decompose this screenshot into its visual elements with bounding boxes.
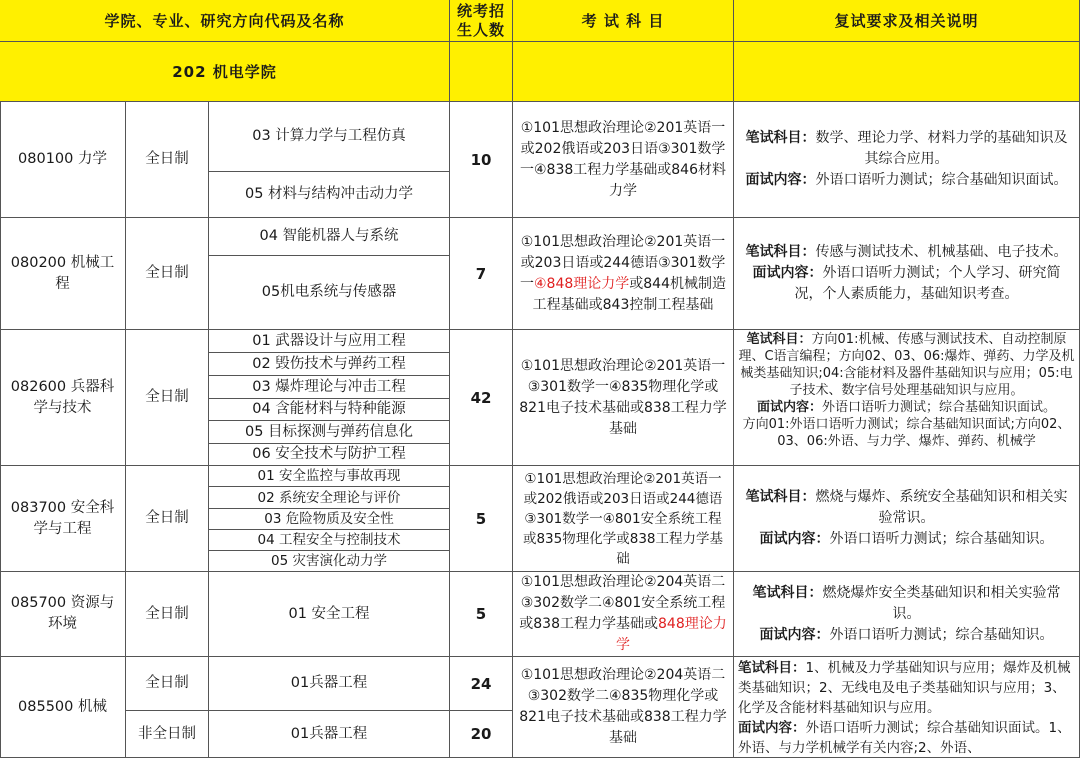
direction-text: 03 爆炸理论与冲击工程: [252, 378, 406, 395]
research-direction: [209, 509, 450, 530]
direction-text: 03 计算力学与工程仿真: [252, 128, 406, 144]
table-row-major: [0, 102, 126, 218]
exam-text: ①101思想政治理论②201英语一或202俄语或203日语③301数学一④838工程力学基础或846材料力学: [520, 119, 726, 199]
written-label: 笔试科目：: [752, 584, 823, 601]
interview-line: [740, 170, 1073, 191]
enroll-count: [450, 572, 513, 657]
research-direction: [209, 399, 450, 421]
exam-text: [519, 232, 727, 316]
exam-text-highlight: ④848理论力学: [533, 275, 630, 292]
table-row-major: [0, 572, 126, 657]
written-label: 笔试科目：: [746, 332, 812, 347]
header-enroll: [450, 0, 513, 42]
study-mode: [126, 330, 209, 466]
direction-text: 03 危险物质及安全性: [264, 511, 394, 527]
exam-subjects: [513, 466, 734, 572]
college-title: 202 机电学院: [172, 63, 277, 81]
direction-text: 05 材料与结构冲击动力学: [244, 186, 414, 202]
enroll-count-text: 7: [475, 264, 487, 283]
study-mode: [126, 466, 209, 572]
direction-text: 05机电系统与传感器: [261, 284, 397, 300]
research-direction: [209, 256, 450, 330]
interview-line: [740, 625, 1073, 646]
study-mode: [126, 218, 209, 330]
interview-label: 面试内容：: [752, 265, 823, 281]
major-name: 082600 兵器科学与技术: [10, 378, 115, 416]
interview-label: 面试内容：: [759, 531, 830, 547]
written-text: 燃烧爆炸安全类基础知识和相关实验常识。: [822, 584, 1061, 622]
written-label: 笔试科目：: [738, 660, 806, 676]
research-direction: [209, 487, 450, 509]
enroll-count: [450, 657, 513, 711]
interview-extra: [738, 416, 1075, 450]
enroll-count: [450, 711, 513, 758]
written-label: 笔试科目：: [745, 489, 816, 505]
header-enroll-text: 统考招生人数: [456, 1, 505, 39]
study-mode: [126, 657, 209, 711]
direction-text: 01兵器工程: [290, 675, 368, 691]
enroll-count-text: 10: [470, 150, 492, 169]
enroll-count: [450, 330, 513, 466]
interview-text: 外语口语听力测试；个人学习、研究简况，个人素质能力，基础知识考查。: [794, 265, 1061, 302]
interview-line: [740, 263, 1073, 305]
written-line: [738, 331, 1075, 399]
study-mode: [126, 711, 209, 758]
research-direction: [209, 466, 450, 487]
header-exam-text: 考 试 科 目: [581, 12, 665, 30]
research-direction: [209, 330, 450, 353]
written-line: [740, 242, 1073, 263]
college-enroll-cell: [450, 42, 513, 102]
exam-text: ①101思想政治理论②204英语二③302数学二④835物理化学或821电子技术基础或838工程力学基础: [519, 667, 727, 746]
interview-text: 外语口语听力测试；综合基础知识。: [829, 626, 1054, 643]
exam-subjects: [513, 102, 734, 218]
research-direction: [209, 572, 450, 657]
enroll-count-text: 20: [470, 725, 492, 743]
written-text: 传感与测试技术、机械基础、电子技术。: [815, 244, 1068, 260]
retest-requirements: [734, 218, 1080, 330]
major-name: 080100 力学: [18, 151, 107, 167]
enroll-count: [450, 102, 513, 218]
research-direction: [209, 711, 450, 758]
research-direction: [209, 218, 450, 256]
study-mode-text: 全日制: [145, 151, 189, 167]
enroll-count-text: 24: [470, 674, 492, 693]
written-line: [740, 487, 1073, 529]
research-direction: [209, 353, 450, 376]
header-program: [0, 0, 450, 42]
exam-text-a: ①101思想政治理论②201英语一或203日语或244德语③301数学一: [519, 233, 726, 292]
exam-subjects: [513, 218, 734, 330]
interview-text: 外语口语听力测试；综合基础知识面试。1、外语、与力学机械学有关内容;2、外语、: [738, 720, 1071, 756]
retest-requirements: [734, 466, 1080, 572]
table-row-major: [0, 657, 126, 758]
retest-requirements: [734, 330, 1080, 466]
interview-line: [738, 718, 1075, 758]
written-text: 数学、理论力学、材料力学的基础知识及其综合应用。: [815, 130, 1068, 167]
research-direction: [209, 657, 450, 711]
study-mode-text: 全日制: [145, 675, 189, 691]
study-mode-text: 非全日制: [138, 725, 196, 742]
study-mode: [126, 102, 209, 218]
exam-subjects: [513, 657, 734, 758]
interview-line: [738, 399, 1075, 416]
direction-text: 01 武器设计与应用工程: [252, 332, 406, 349]
table-row-major: [0, 218, 126, 330]
table-row-major: [0, 466, 126, 572]
college-req-cell: [734, 42, 1080, 102]
study-mode-text: 全日制: [145, 265, 189, 281]
interview-extra-text: 方向01:外语口语听力测试；综合基础知识面试;方向02、03、06:外语、与力学、爆炸、弹药、机械学: [742, 417, 1071, 449]
written-text: 方向01:机械、传感与测试技术、自动控制原理、C语言编程；方向02、03、06:爆炸、弹药、力学及机械类基础知识;04:含能材料及器件基础知识与应用；05:电子技术、数字信号处理基础知识与应用。: [738, 332, 1075, 398]
direction-text: 05 目标探测与弹药信息化: [244, 423, 414, 440]
college-exam-cell: [513, 42, 734, 102]
interview-text: 外语口语听力测试；综合基础知识面试。: [815, 172, 1068, 188]
enroll-count: [450, 218, 513, 330]
retest-requirements: [734, 657, 1080, 758]
research-direction: [209, 444, 450, 466]
direction-text: 01 安全工程: [288, 605, 370, 622]
table-row-major: [0, 330, 126, 466]
written-line: [738, 658, 1075, 718]
enroll-count-text: 5: [475, 605, 487, 623]
study-mode: [126, 572, 209, 657]
exam-text: ①101思想政治理论②201英语一或202俄语或203日语或244德语③301数学一④801安全系统工程或835物理化学或838工程力学基础: [522, 470, 724, 567]
written-text: 燃烧与爆炸、系统安全基础知识和相关实验常识。: [815, 489, 1068, 526]
interview-label: 面试内容：: [756, 400, 822, 415]
college-title-cell: [0, 42, 450, 102]
exam-text: ①101思想政治理论②201英语一③301数学一④835物理化学或821电子技术基础或838工程力学基础: [519, 357, 727, 437]
research-direction: [209, 376, 450, 399]
direction-text: 04 工程安全与控制技术: [257, 532, 401, 548]
exam-text-b: 或844机械制造工程基础或843控制工程基础: [532, 275, 726, 313]
exam-text: [519, 572, 727, 656]
retest-requirements: [734, 102, 1080, 218]
research-direction: [209, 172, 450, 218]
header-exam: [513, 0, 734, 42]
written-line: [740, 128, 1073, 170]
retest-requirements: [734, 572, 1080, 657]
interview-text: 外语口语听力测试；综合基础知识。: [829, 531, 1054, 547]
interview-label: 面试内容：: [738, 720, 806, 736]
header-req-text: 复试要求及相关说明: [834, 12, 979, 30]
exam-text-highlight: 848理论力学: [616, 616, 727, 653]
written-text: 1、机械及力学基础知识与应用；爆炸及机械类基础知识；2、无线电及电子类基础知识与应用；3、化学及含能材料基础知识与应用。: [738, 660, 1071, 716]
major-name: 083700 安全科学与工程: [10, 499, 115, 537]
direction-text: 04 智能机器人与系统: [259, 228, 399, 244]
direction-text: 06 安全技术与防护工程: [252, 446, 406, 462]
direction-text: 01 安全监控与事故再现: [257, 468, 401, 484]
header-req: [734, 0, 1080, 42]
exam-text-a: ①101思想政治理论②204英语二③302数学二④801安全系统工程或838工程力学基础或: [519, 574, 726, 632]
major-name: 085700 资源与环境: [10, 595, 115, 632]
enroll-count-text: 5: [475, 509, 487, 528]
written-label: 笔试科目：: [745, 244, 816, 260]
interview-line: [740, 529, 1073, 550]
research-direction: [209, 421, 450, 444]
research-direction: [209, 530, 450, 551]
header-program-text: 学院、专业、研究方向代码及名称: [104, 12, 345, 30]
written-line: [740, 583, 1073, 625]
major-name: 085500 机械: [18, 698, 107, 715]
direction-text: 04 含能材料与特种能源: [252, 401, 406, 417]
study-mode-text: 全日制: [145, 510, 189, 526]
research-direction: [209, 551, 450, 572]
exam-subjects: [513, 572, 734, 657]
enroll-count: [450, 466, 513, 572]
direction-text: 02 系统安全理论与评价: [257, 489, 401, 506]
enroll-count-text: 42: [470, 388, 492, 407]
direction-text: 01兵器工程: [290, 725, 368, 742]
interview-text: 外语口语听力测试；综合基础知识面试。: [822, 400, 1057, 415]
direction-text: 02 毁伤技术与弹药工程: [252, 355, 406, 372]
interview-label: 面试内容：: [759, 626, 830, 643]
study-mode-text: 全日制: [145, 605, 189, 622]
direction-text: 05 灾害演化动力学: [271, 553, 387, 569]
study-mode-text: 全日制: [145, 389, 189, 405]
written-label: 笔试科目：: [745, 130, 816, 146]
major-name: 080200 机械工程: [10, 254, 115, 292]
interview-label: 面试内容：: [745, 172, 816, 188]
research-direction: [209, 102, 450, 172]
exam-subjects: [513, 330, 734, 466]
